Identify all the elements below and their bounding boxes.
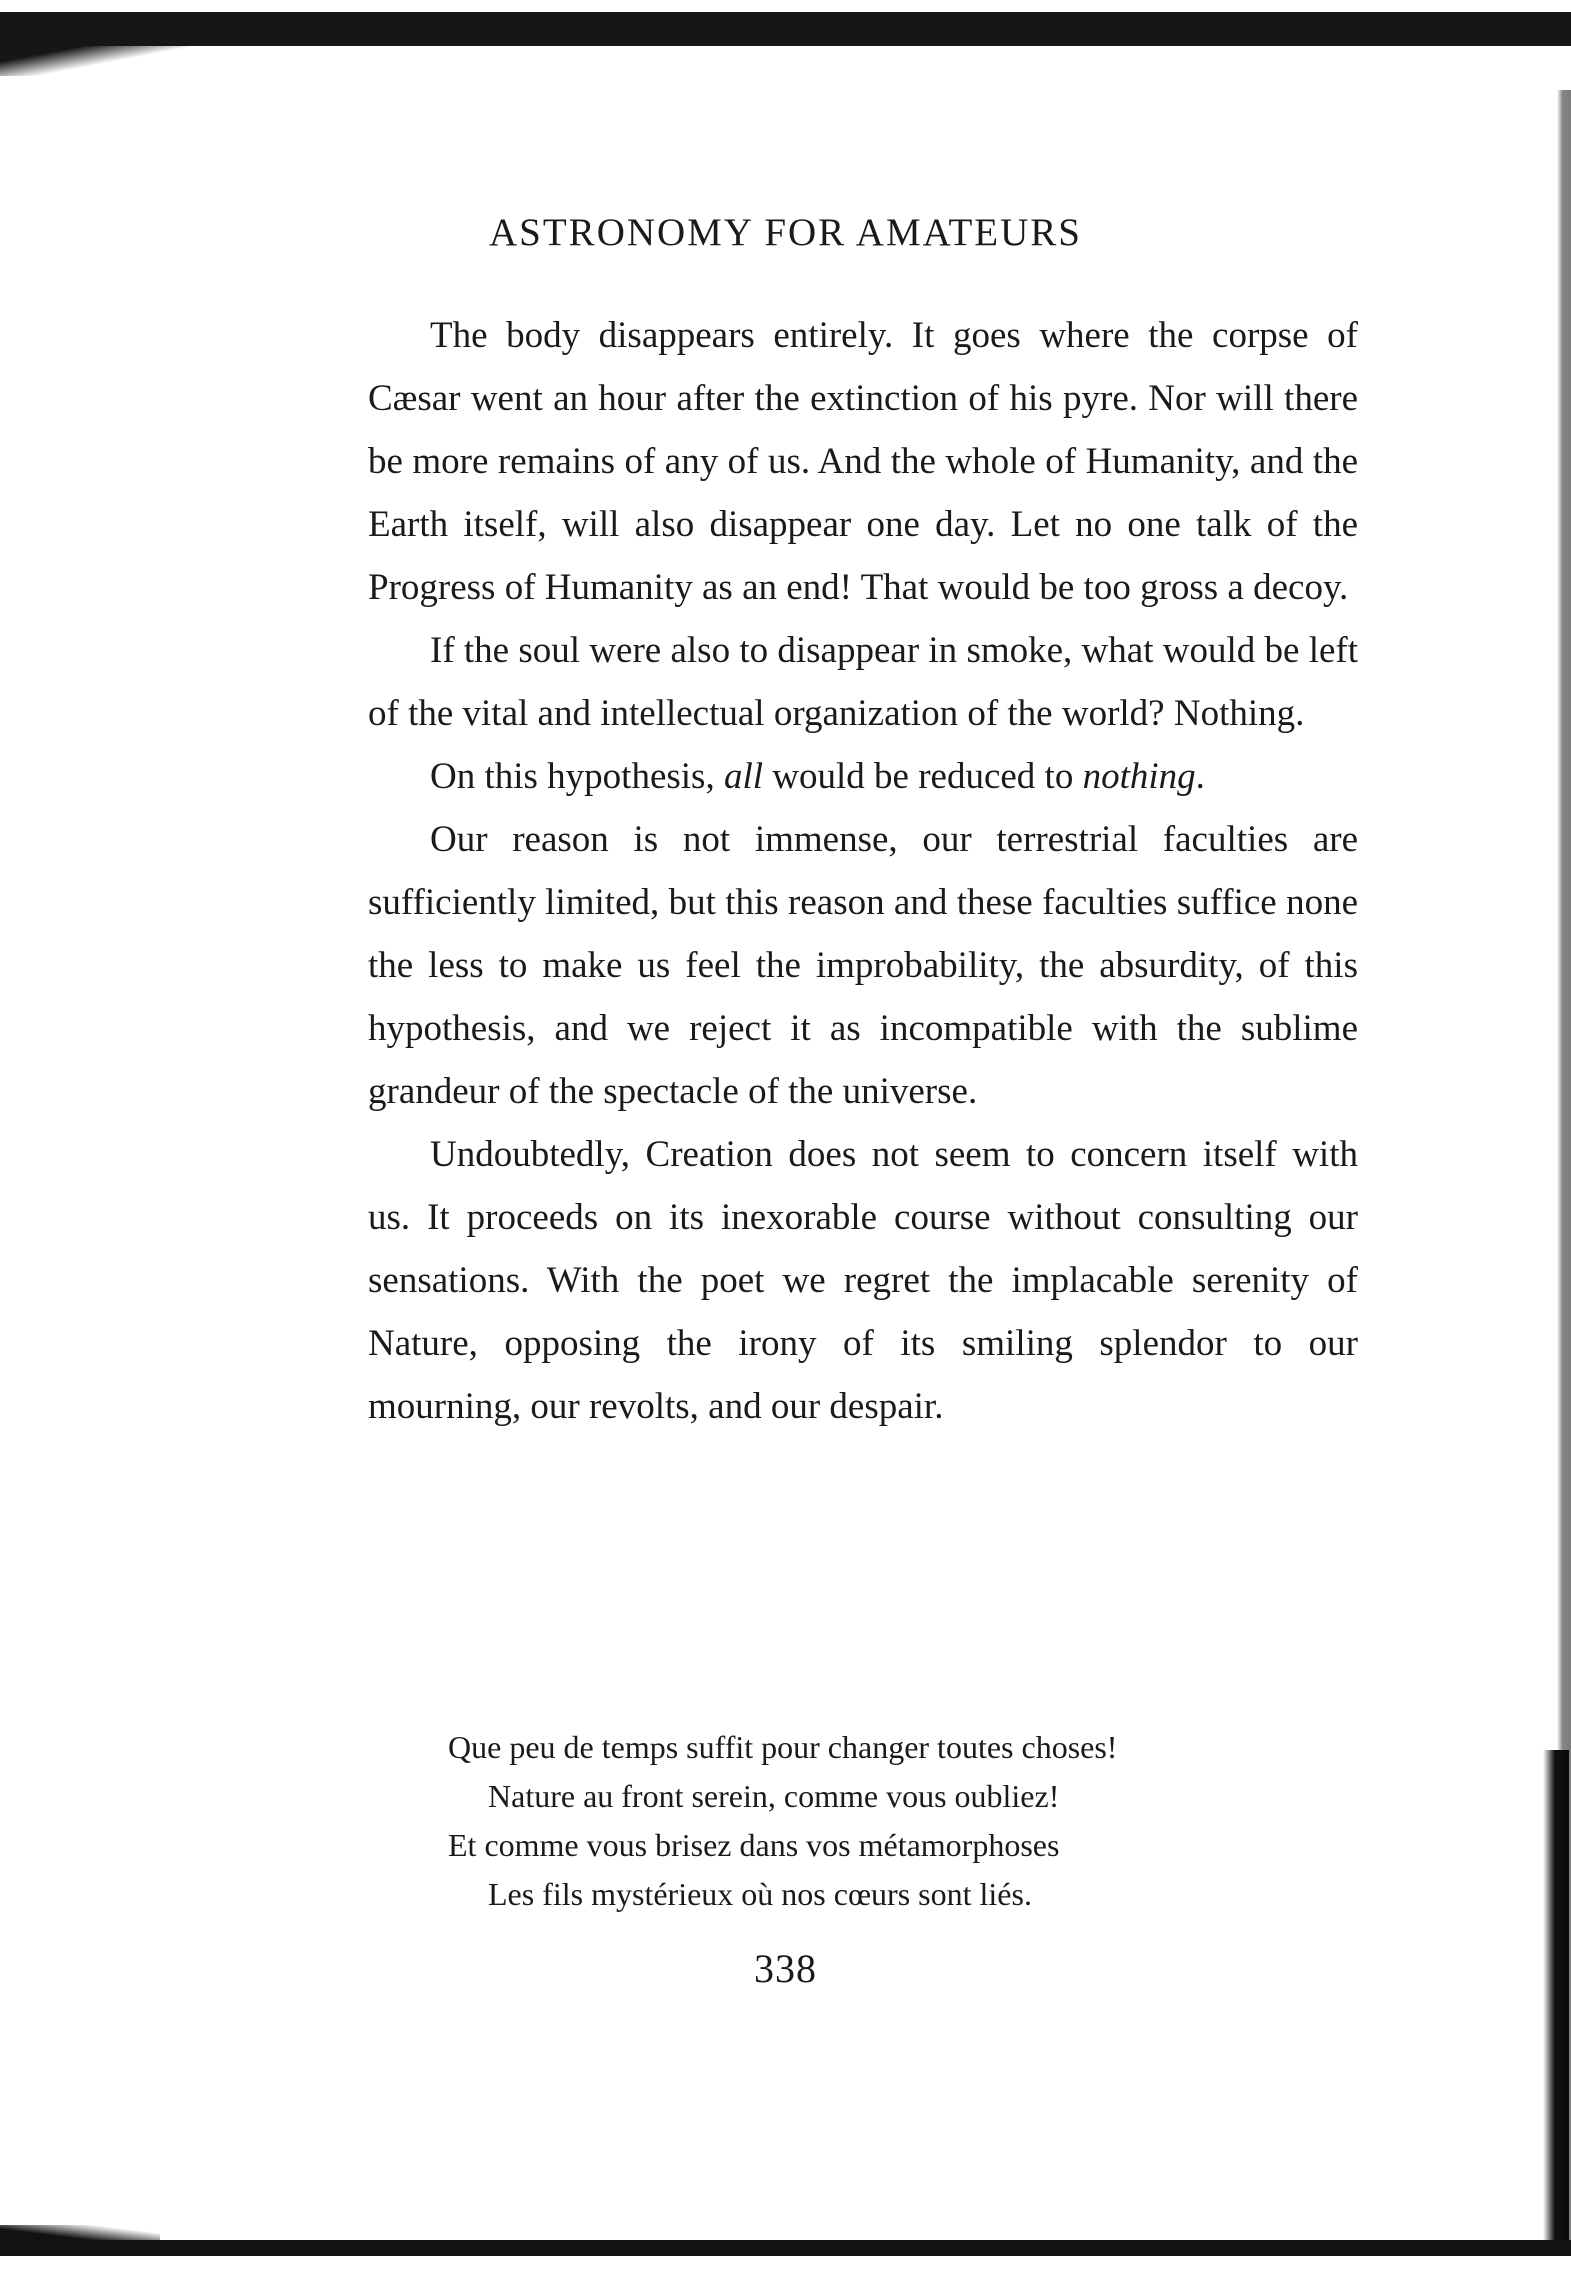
verse-quotation (448, 1723, 1348, 1919)
paragraph-3-emphasis-nothing: nothing (1082, 756, 1196, 797)
paragraph-2: If the soul were also to disappear in smoke, what would be left of the vital and intellectual organization of the world? Nothing. (368, 630, 1358, 734)
paragraph-3-text-b: would be reduced to (763, 756, 1083, 797)
scan-top-edge (0, 12, 1571, 46)
scan-bottom-edge (0, 2240, 1571, 2256)
paragraph-3 (368, 745, 1358, 808)
verse-line-2: Nature au front serein, comme vous oubliez! (488, 1778, 1060, 1814)
paragraph-3-text-c: . (1195, 756, 1205, 797)
paragraph-5: Undoubtedly, Creation does not seem to concern itself with us. It proceeds on its inexorable course without consulting our sensations. With the poet we regret the implacable serenity of Nature, opposing the irony of its smiling splendor to our mourning, our revolts, and our despair. (368, 1134, 1358, 1427)
paragraph-4: Our reason is not immense, our terrestrial faculties are sufficiently limited, but this reason and these faculties suffice none the less to make us feel the improbability, the absurdity, of this hypothesis, and we reject it as incompatible with the sublime grandeur of the spectacle of the universe. (368, 819, 1358, 1112)
paragraph-1: The body disappears entirely. It goes where the corpse of Cæsar went an hour after the extinction of his pyre. Nor will there be more remains of any of us. And the whole of Humanity, and the Earth itself, will also disappear one day. Let no one talk of the Progress of Humanity as an end! That would be too gross a decoy. (368, 315, 1358, 608)
scan-top-edge-shadow (0, 40, 190, 76)
verse-line-4: Les fils mystérieux où nos cœurs sont liés. (488, 1876, 1032, 1912)
scan-right-edge-shadow (1543, 1750, 1569, 2240)
page-number: 338 (754, 1946, 817, 1991)
verse-line-1: Que peu de temps suffit pour changer toutes choses! (448, 1729, 1118, 1765)
paragraph-3-emphasis-all: all (723, 756, 764, 797)
body-text (368, 304, 1358, 1438)
verse-line-3: Et comme vous brisez dans vos métamorphoses (448, 1827, 1060, 1863)
running-head: ASTRONOMY FOR AMATEURS (489, 211, 1082, 254)
paragraph-3-text-a: On this hypothesis, (430, 756, 724, 797)
